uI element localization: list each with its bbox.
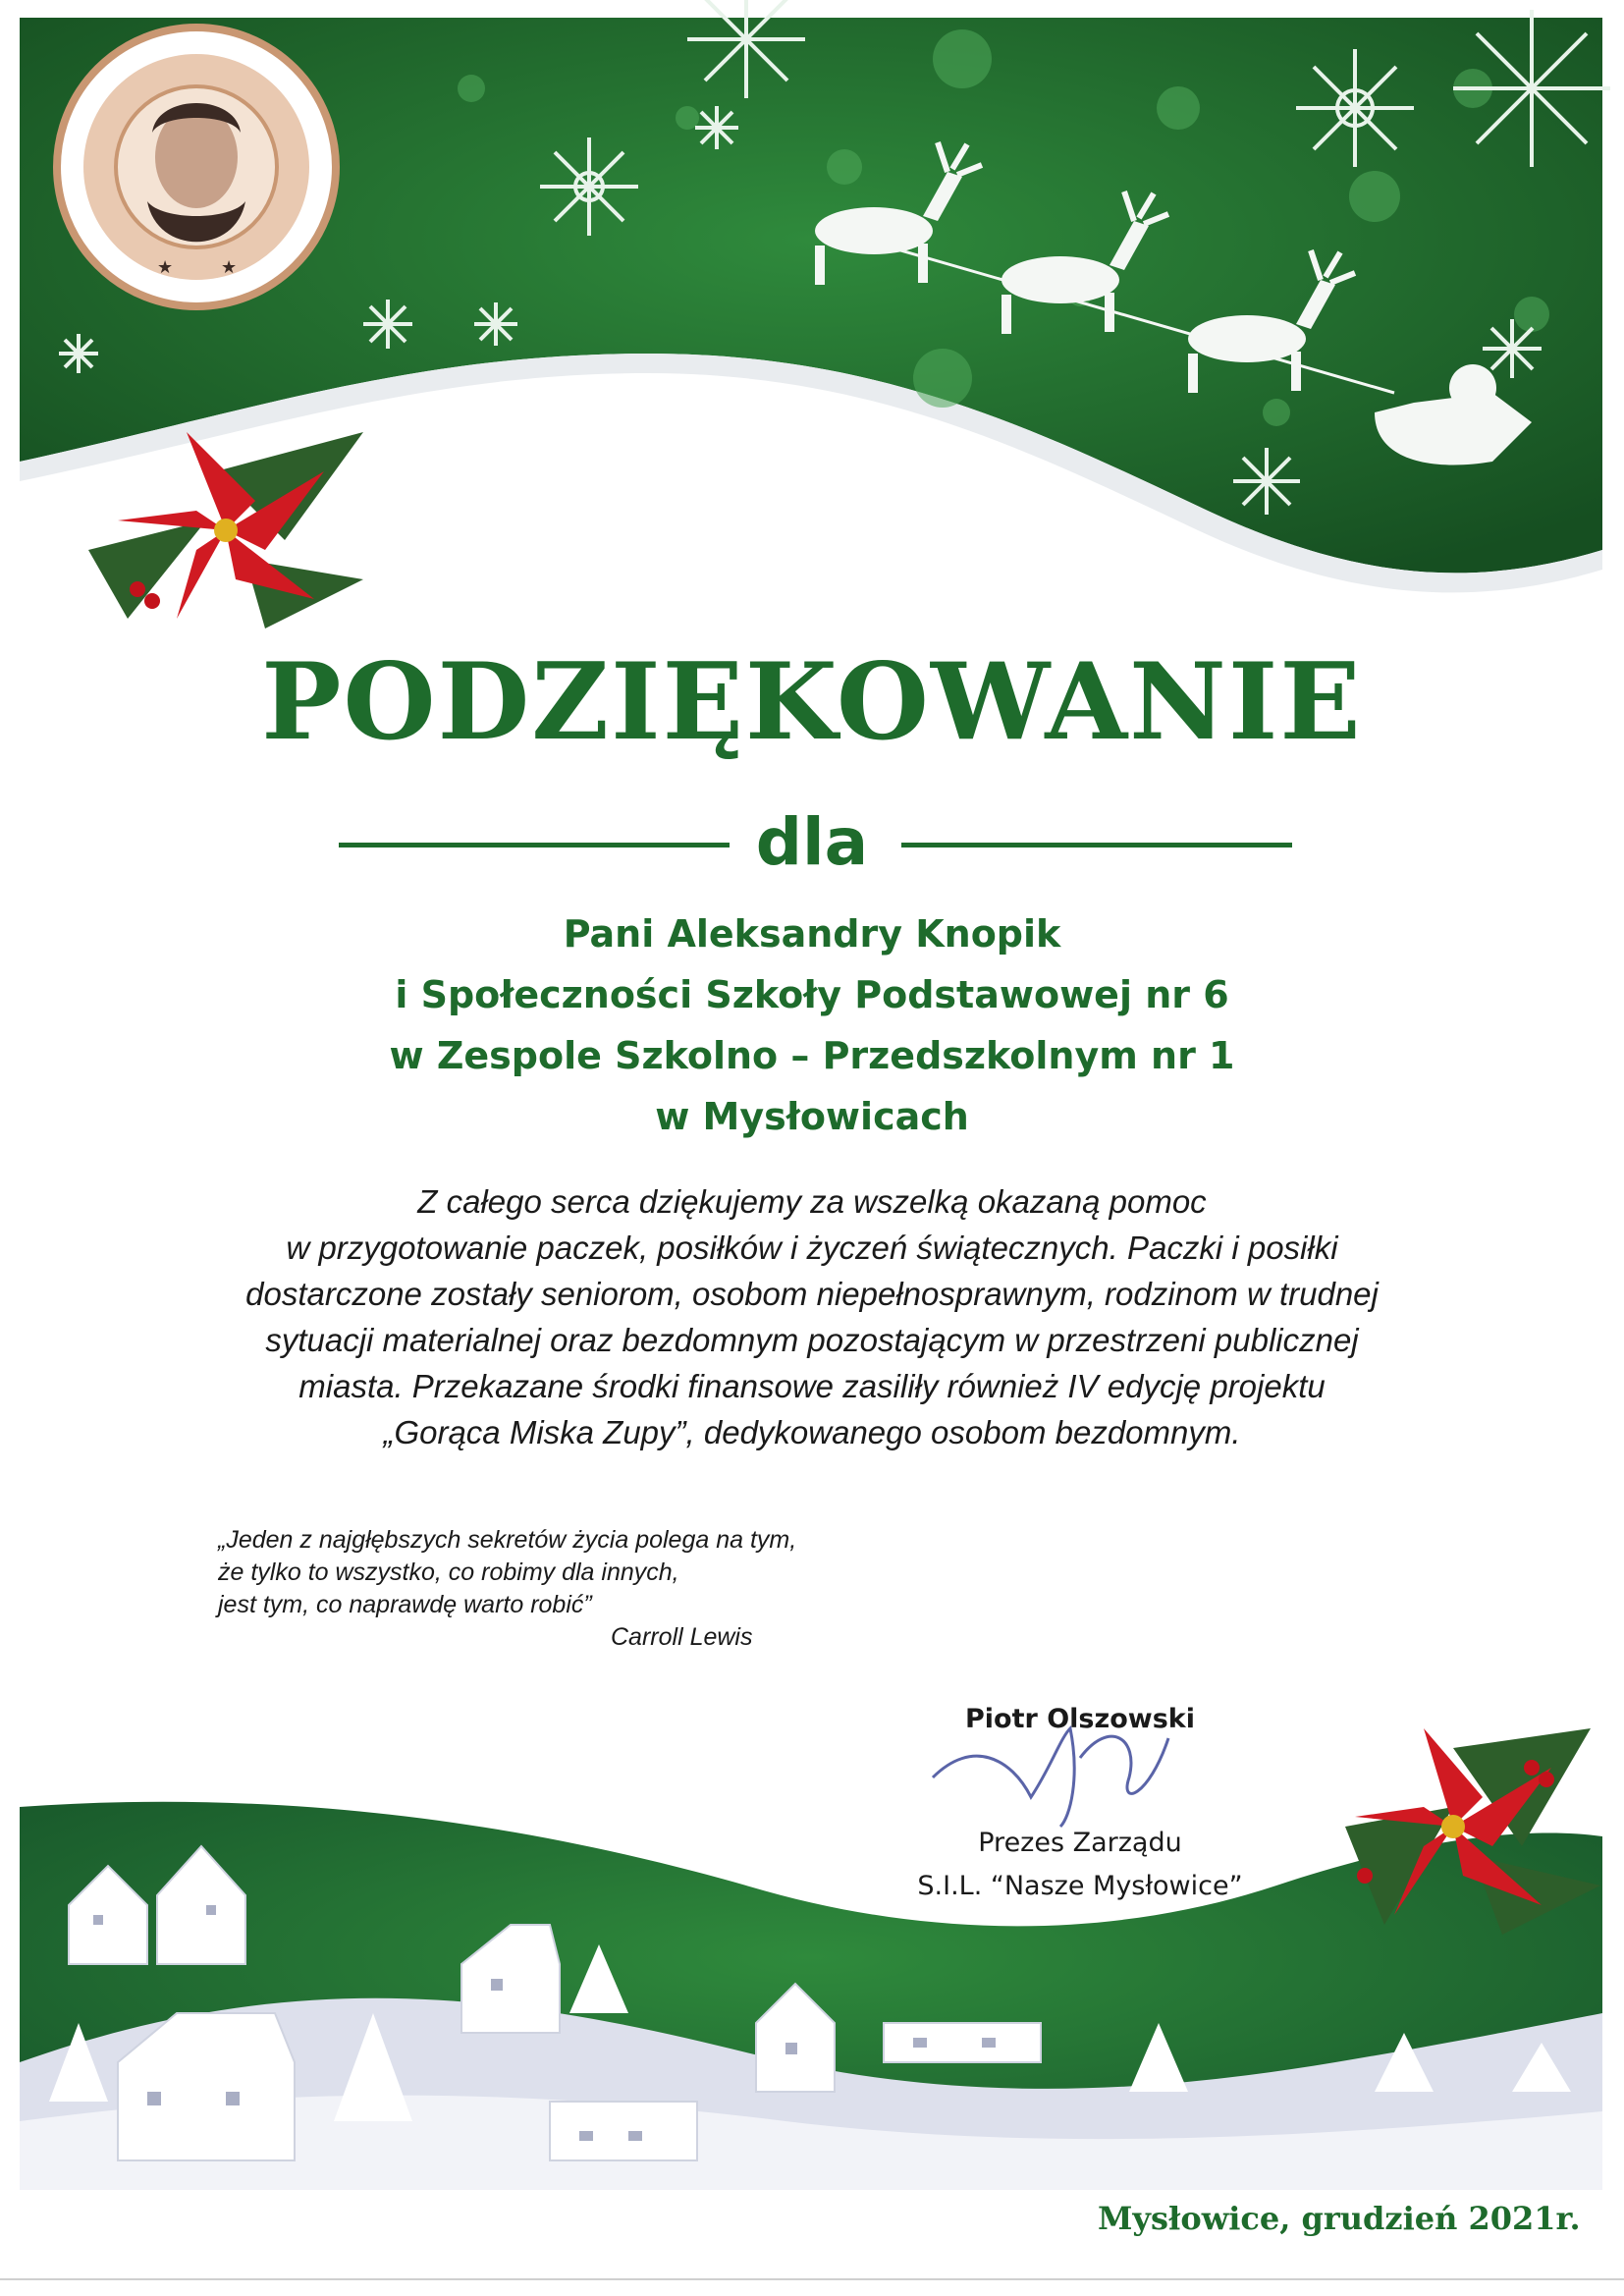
recipient-line: Pani Aleksandry Knopik — [563, 912, 1061, 956]
signer-role: Prezes Zarządu — [978, 1828, 1182, 1858]
dla-separator — [0, 803, 1624, 882]
recipient-line: w Zespole Szkolno – Przedszkolnym nr 1 — [389, 1034, 1235, 1077]
poinsettia-icon — [69, 412, 383, 648]
quote-author: Carroll Lewis — [611, 1623, 753, 1651]
place-and-date: Mysłowice, grudzień 2021r. — [1098, 2200, 1581, 2237]
certificate-title: PODZIĘKOWANIE — [261, 640, 1363, 764]
signer-role-block — [864, 1822, 1296, 1908]
recipient-block — [0, 903, 1624, 1147]
quote-block — [218, 1524, 796, 1654]
signer-organization: S.I.L. “Nasze Mysłowice” — [917, 1871, 1243, 1901]
poinsettia-icon — [1306, 1699, 1610, 1954]
recipient-line: w Mysłowicach — [655, 1095, 969, 1138]
thank-you-message — [0, 1178, 1624, 1455]
message-line: „Gorąca Miska Zupy”, dedykowanego osobom bezdomnym. — [383, 1414, 1241, 1450]
dla-label: dla — [755, 804, 869, 880]
quote-line: „Jeden z najgłębszych sekretów życia polega na tym, — [218, 1526, 797, 1554]
message-line: sytuacji materialnej oraz bezdomnym pozostającym w przestrzeni publicznej — [265, 1322, 1359, 1358]
message-line: miasta. Przekazane środki finansowe zasiliły również IV edycję projektu — [298, 1368, 1326, 1404]
divider-right — [901, 843, 1292, 847]
message-line: w przygotowanie paczek, posiłków i życzeń świątecznych. Paczki i posiłki — [286, 1230, 1338, 1266]
message-line: dostarczone zostały seniorom, osobom niepełnosprawnym, rodzinom w trudnej — [245, 1276, 1379, 1312]
message-line: Z całego serca dziękujemy za wszelką okazaną pomoc — [417, 1183, 1207, 1220]
recipient-line: i Społeczności Szkoły Podstawowej nr 6 — [395, 973, 1229, 1016]
association-logo — [49, 20, 344, 314]
signer-name: Piotr Olszowski — [965, 1704, 1195, 1734]
svg-text:★: ★ — [157, 257, 174, 278]
page-edge-rule — [0, 2278, 1624, 2280]
quote-line: że tylko to wszystko, co robimy dla innych, — [218, 1558, 679, 1586]
svg-text:★: ★ — [221, 257, 238, 278]
quote-line: jest tym, co naprawdę warto robić” — [218, 1591, 592, 1618]
